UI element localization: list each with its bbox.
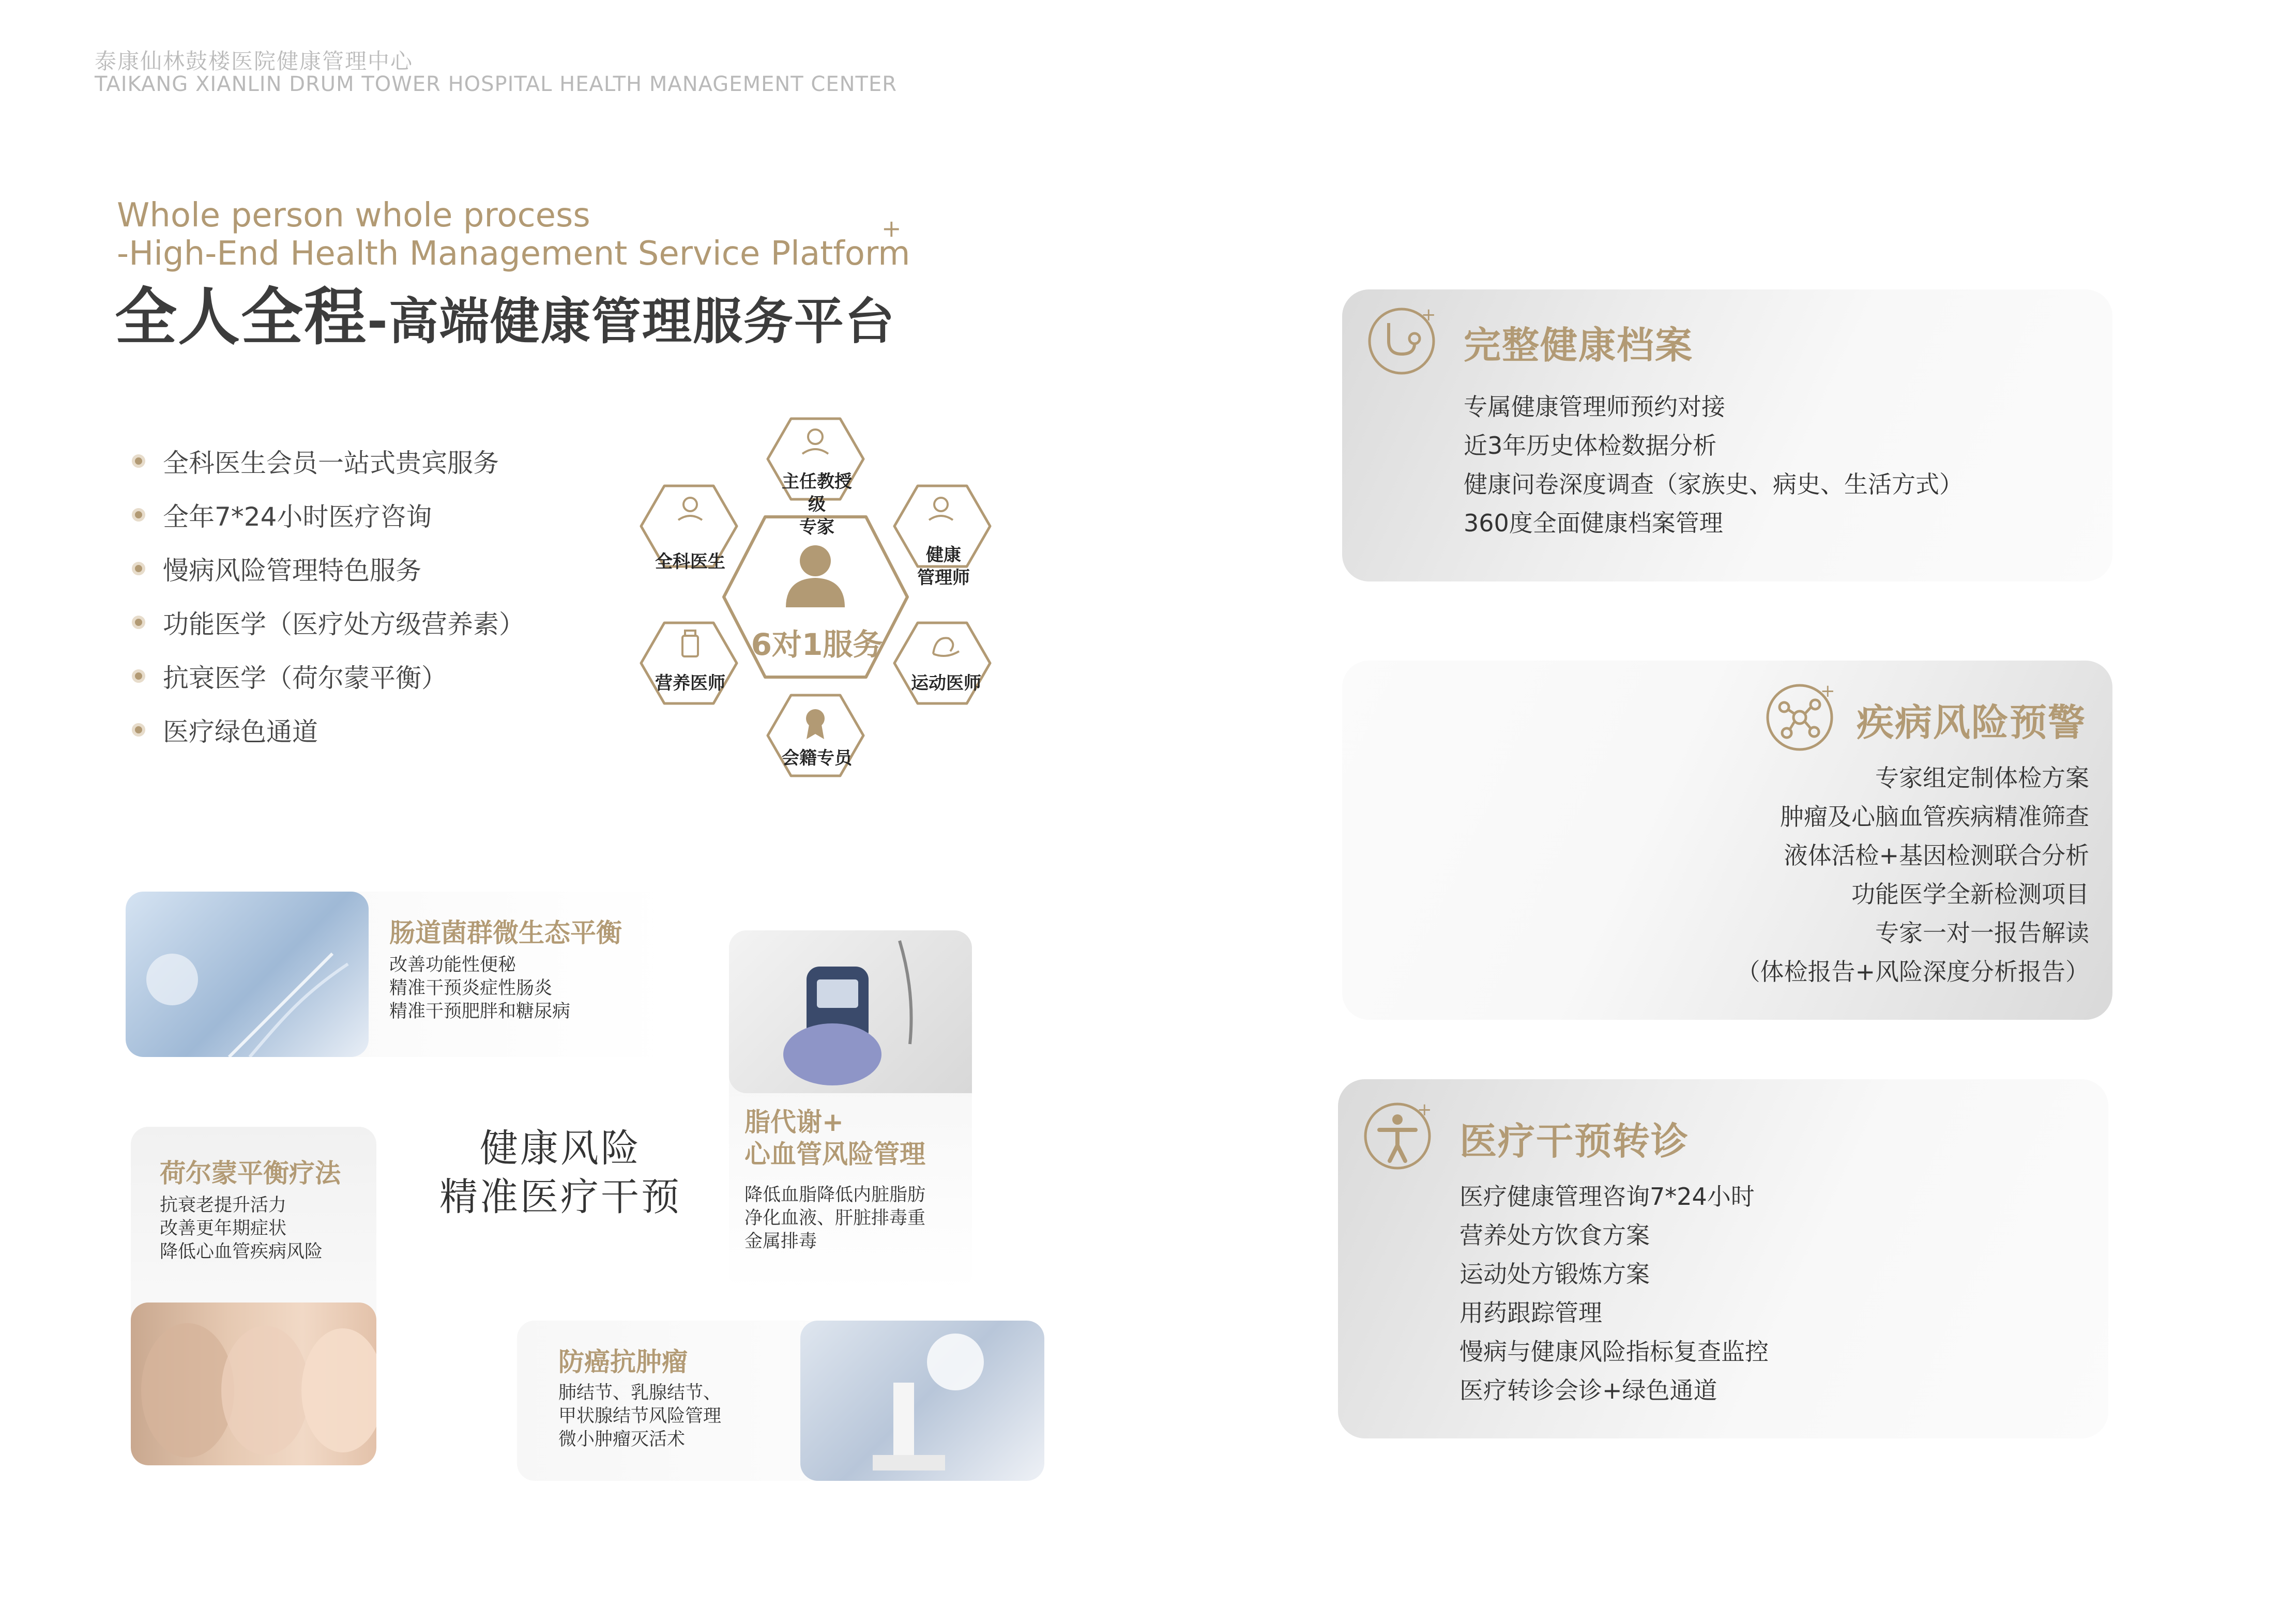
lipid-panel — [729, 930, 972, 1292]
hex-label-top-left: 全科医生 — [655, 551, 725, 572]
service-hex-diagram — [636, 408, 1029, 822]
card-title: 医疗干预转诊 — [1459, 1120, 1690, 1163]
list-item: 全科医生会员一站式贵宾服务 — [132, 434, 525, 488]
card-title: 完整健康档案 — [1464, 324, 1694, 367]
medical-intervention-card — [1338, 1079, 2108, 1438]
svg-text:+: + — [1820, 681, 1835, 701]
list-item: 抗衰医学（荷尔蒙平衡） — [132, 649, 525, 703]
svg-text:+: + — [1417, 1100, 1432, 1120]
doctor-dna-image — [126, 892, 369, 1057]
faces-icon — [131, 1303, 376, 1465]
microscope-icon — [800, 1321, 1044, 1481]
lipid-panel-title: 脂代谢+ 心血管风险管理 — [744, 1107, 925, 1169]
network-icon — [1763, 681, 1836, 754]
hormone-panel — [131, 1127, 376, 1465]
microscope-image — [800, 1321, 1044, 1481]
hex-label-bottom-right: 运动医师 — [911, 673, 981, 694]
org-name-cn: 泰康仙林鼓楼医院健康管理中心 — [95, 49, 414, 74]
dna-helix-icon — [126, 892, 369, 1057]
aging-faces-image — [131, 1303, 376, 1465]
card-lines: 医疗健康管理咨询7*24小时 营养处方饮食方案 运动处方锻炼方案 用药跟踪管理 慢病与健康风险指标复查监控 医疗转诊会诊+绿色通道 — [1459, 1183, 1769, 1404]
risk-warning-card — [1342, 661, 2112, 1020]
feature-list — [132, 434, 525, 757]
bullet-dot-icon — [132, 669, 145, 683]
card-title: 疾病风险预警 — [1857, 701, 2087, 744]
hormone-panel-lines: 抗衰老提升活力 改善更年期症状 降低心血管疾病风险 — [160, 1195, 323, 1262]
card-lines: 专属健康管理师预约对接 近3年历史体检数据分析 健康问卷深度调查（家族史、病史、生活方式） 360度全面健康档案管理 — [1464, 393, 1963, 537]
hex-label-top: 主任教授级 专家 — [782, 471, 852, 538]
hex-label-bottom-left: 营养医师 — [655, 673, 725, 694]
health-record-card — [1342, 289, 2112, 581]
page-title-main: 全人全程 — [115, 282, 367, 354]
center-heading: 健康风险 精准医疗干预 — [439, 1126, 681, 1219]
hex-center-label: 6对1服务 — [751, 627, 883, 662]
svg-text:+: + — [1421, 305, 1436, 325]
subtitle-en-line2: -High-End Health Management Service Platform — [117, 235, 910, 273]
bullet-dot-icon — [132, 723, 145, 737]
card-lines: 专家组定制体检方案 肿瘤及心脑血管疾病精准筛查 液体活检+基因检测联合分析 功能医学全新检测项目 专家一对一报告解读 （体检报告+风险深度分析报告） — [1736, 764, 2089, 986]
subtitle-en — [117, 196, 910, 273]
hormone-panel-title: 荷尔蒙平衡疗法 — [160, 1158, 341, 1188]
list-item: 功能医学（医疗处方级营养素） — [132, 595, 525, 649]
org-name-en: TAIKANG XIANLIN DRUM TOWER HOSPITAL HEALTH MANAGEMENT CENTER — [95, 72, 898, 96]
gut-panel-title: 肠道菌群微生态平衡 — [389, 918, 622, 948]
bullet-dot-icon — [132, 562, 145, 575]
cancer-panel-title: 防癌抗肿瘤 — [558, 1347, 688, 1377]
lipid-panel-lines: 降低血脂降低内脏脂肪 净化血液、肝脏排毒重 金属排毒 — [744, 1185, 926, 1252]
bullet-dot-icon — [132, 508, 145, 522]
glucose-meter-image — [729, 930, 972, 1093]
list-item: 慢病风险管理特色服务 — [132, 542, 525, 595]
glucose-meter-icon — [729, 930, 972, 1093]
page-title — [115, 282, 895, 358]
cancer-panel-lines: 肺结节、乳腺结节、 甲状腺结节风险管理 微小肿瘤灭活术 — [558, 1383, 722, 1450]
stethoscope-icon — [1365, 305, 1438, 377]
hex-label-bottom: 会籍专员 — [782, 748, 852, 769]
bullet-dot-icon — [132, 454, 145, 468]
bullet-dot-icon — [132, 616, 145, 629]
list-item: 全年7*24小时医疗咨询 — [132, 488, 525, 542]
gut-panel-lines: 改善功能性便秘 精准干预炎症性肠炎 精准干预肥胖和糖尿病 — [389, 955, 571, 1022]
page-title-sub: -高端健康管理服务平台 — [367, 293, 895, 350]
human-body-icon — [1361, 1100, 1434, 1172]
list-item: 医疗绿色通道 — [132, 703, 525, 757]
hex-label-top-right: 健康 管理师 — [917, 545, 970, 588]
cancer-panel — [517, 1321, 1044, 1481]
plus-mark: + — [881, 215, 902, 242]
subtitle-en-line1: Whole person whole process — [117, 196, 590, 235]
gut-panel — [126, 892, 674, 1057]
